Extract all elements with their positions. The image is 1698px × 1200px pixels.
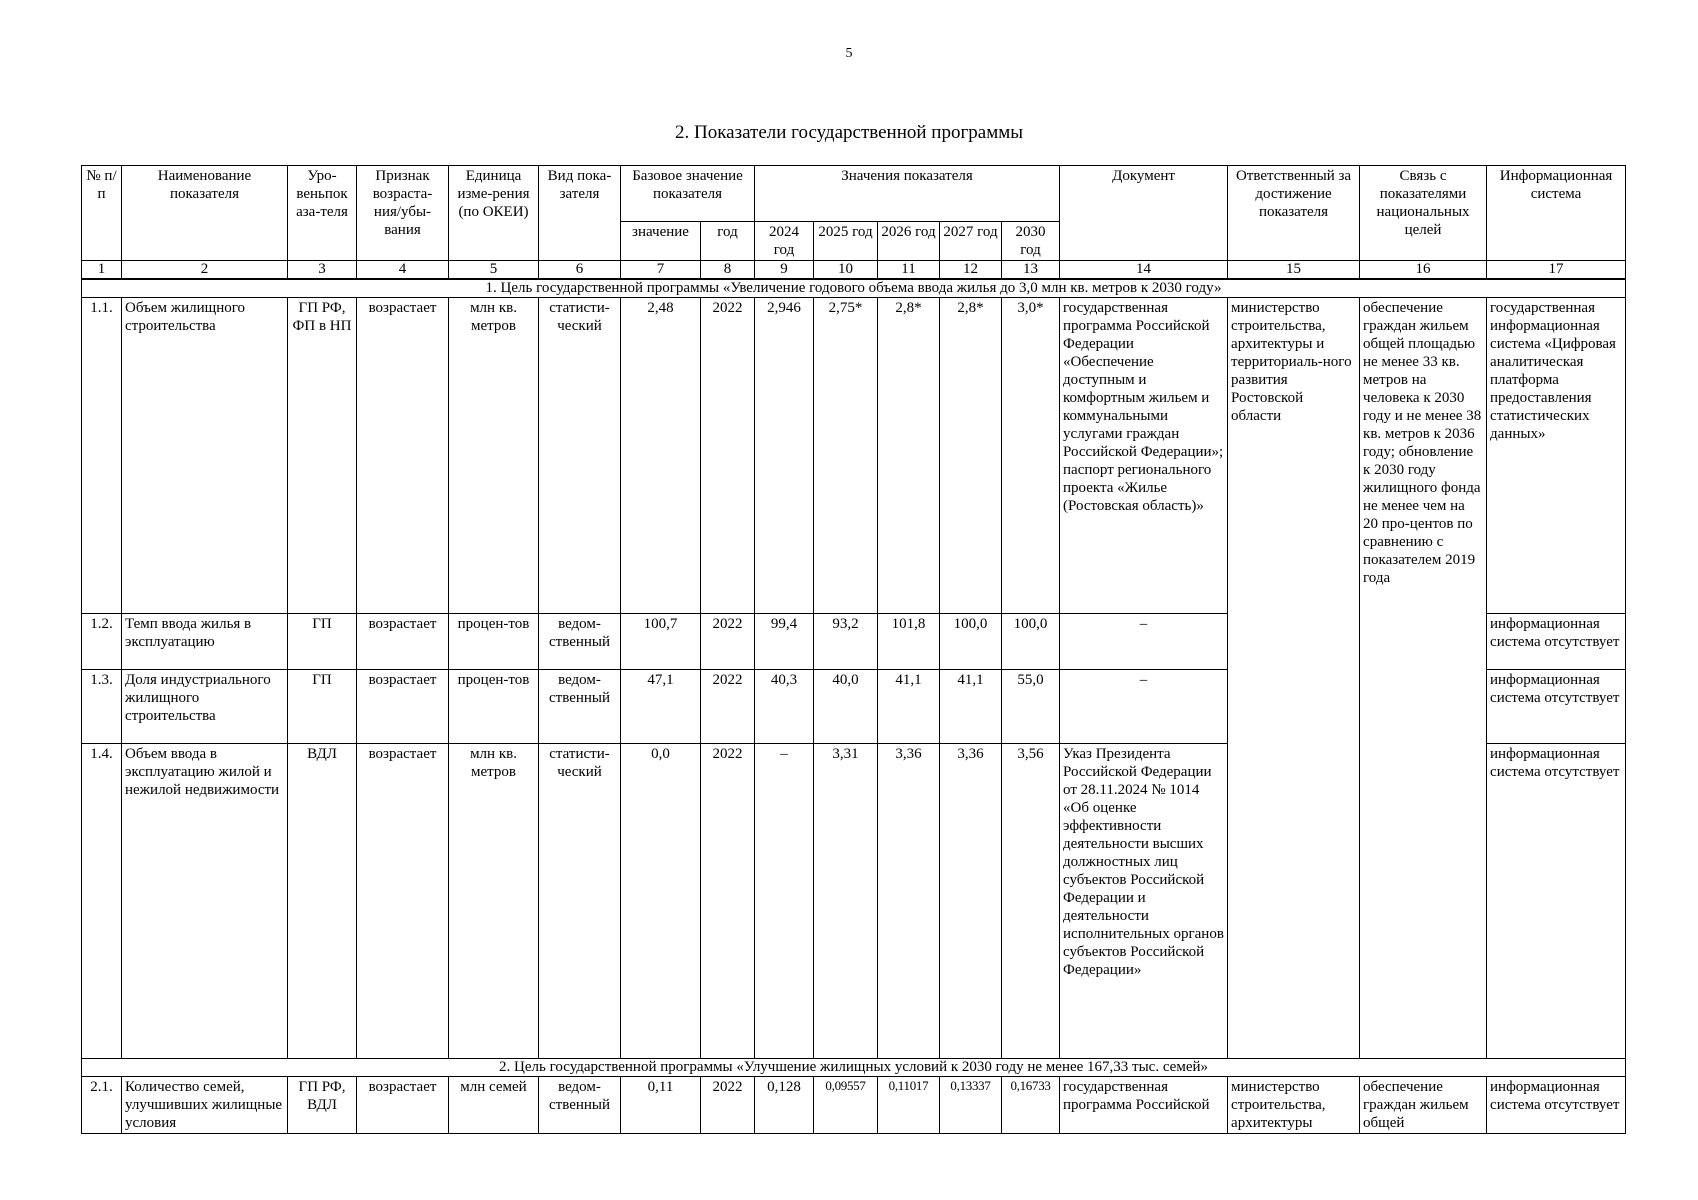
value-2025: 93,2 xyxy=(814,614,878,670)
indicators-table xyxy=(81,165,1626,1134)
indicator-level: ГП xyxy=(288,670,357,744)
value-2024: 99,4 xyxy=(755,614,814,670)
indicator-trend: возрастает xyxy=(357,614,449,670)
column-number: 3 xyxy=(288,261,357,280)
responsible: министерство строительства, архитектуры xyxy=(1228,1077,1360,1134)
table-row xyxy=(82,298,1626,614)
col-unit-header: Единица изме-рения (по ОКЕИ) xyxy=(449,166,539,261)
col-kind-header: Вид пока-зателя xyxy=(539,166,621,261)
value-2027: 100,0 xyxy=(940,614,1002,670)
goal-row xyxy=(82,279,1626,298)
value-2030: 0,16733 xyxy=(1002,1077,1060,1134)
indicator-level: ГП РФ, ВДЛ xyxy=(288,1077,357,1134)
info-system: информационная система отсутствует xyxy=(1487,670,1626,744)
column-number: 10 xyxy=(814,261,878,280)
year-header: 2030 год xyxy=(1002,222,1060,261)
indicator-name: Объем жилищного строительства xyxy=(122,298,288,614)
indicator-name: Темп ввода жилья в эксплуатацию xyxy=(122,614,288,670)
indicator-unit: процен-тов xyxy=(449,614,539,670)
document: Указ Президента Российской Федерации от 28.11.2024 № 1014 «Об оценке эффективности деятельности высших должностных лиц субъектов Российской Федерации и деятельности исполнительных органов субъектов Российской Федерации» xyxy=(1060,744,1228,1059)
base-value: 47,1 xyxy=(621,670,701,744)
column-number: 2 xyxy=(122,261,288,280)
national-goal-link: обеспечение граждан жильем общей xyxy=(1360,1077,1487,1134)
column-number: 17 xyxy=(1487,261,1626,280)
indicator-trend: возрастает xyxy=(357,1077,449,1134)
goal-row xyxy=(82,1059,1626,1077)
value-2027: 41,1 xyxy=(940,670,1002,744)
goal-1-text: 1. Цель государственной программы «Увеличение годового объема ввода жилья до 3,0 млн кв. метров к 2030 году» xyxy=(82,279,1626,298)
col-level-header: Уро-веньпок аза-теля xyxy=(288,166,357,261)
column-number: 13 xyxy=(1002,261,1060,280)
column-number: 12 xyxy=(940,261,1002,280)
national-goal-link: обеспечение граждан жильем общей площадью не менее 33 кв. метров на человека к 2030 году и не менее 38 кв. метров к 2036 году; обновление к 2030 году жилищного фонда не менее чем на 20 про-центов по сравнению с показателем 2019 года xyxy=(1360,298,1487,1059)
year-header: 2025 год xyxy=(814,222,878,261)
value-2025: 2,75* xyxy=(814,298,878,614)
indicator-unit: млн кв. метров xyxy=(449,298,539,614)
header-row xyxy=(82,166,1626,222)
indicator-name: Количество семей, улучшивших жилищные условия xyxy=(122,1077,288,1134)
column-number: 8 xyxy=(701,261,755,280)
indicator-trend: возрастает xyxy=(357,298,449,614)
goal-2-text: 2. Цель государственной программы «Улучшение жилищных условий к 2030 году не менее 167,33 тыс. семей» xyxy=(82,1059,1626,1077)
col-link-header: Связь с показателями национальных целей xyxy=(1360,166,1487,261)
responsible: министерство строительства, архитектуры и территориаль-ного развития Ростовской области xyxy=(1228,298,1360,1059)
base-value: 0,0 xyxy=(621,744,701,1059)
indicator-level: ГП xyxy=(288,614,357,670)
info-system: государственная информационная система «Цифровая аналитическая платформа предоставления статистических данных» xyxy=(1487,298,1626,614)
column-number: 7 xyxy=(621,261,701,280)
value-2026: 0,11017 xyxy=(878,1077,940,1134)
base-year-header: год xyxy=(701,222,755,261)
column-number: 14 xyxy=(1060,261,1228,280)
col-base-header: Базовое значение показателя xyxy=(621,166,755,222)
column-number: 4 xyxy=(357,261,449,280)
row-number: 1.1. xyxy=(82,298,122,614)
col-no-header: № п/п xyxy=(82,166,122,261)
value-2024: 2,946 xyxy=(755,298,814,614)
indicator-kind: статисти-ческий xyxy=(539,298,621,614)
value-2030: 3,56 xyxy=(1002,744,1060,1059)
indicator-kind: ведом-ственный xyxy=(539,1077,621,1134)
base-year: 2022 xyxy=(701,670,755,744)
column-number: 1 xyxy=(82,261,122,280)
value-2030: 100,0 xyxy=(1002,614,1060,670)
column-number: 9 xyxy=(755,261,814,280)
indicator-trend: возрастает xyxy=(357,670,449,744)
column-number: 5 xyxy=(449,261,539,280)
value-2024: – xyxy=(755,744,814,1059)
base-value: 0,11 xyxy=(621,1077,701,1134)
base-year: 2022 xyxy=(701,614,755,670)
document: государственная программа Российской Федерации «Обеспечение доступным и комфортным жильем и коммунальными услугами граждан Российской Федерации»; паспорт регионального проекта «Жилье (Ростовская область)» xyxy=(1060,298,1228,614)
value-2024: 0,128 xyxy=(755,1077,814,1134)
column-numbers-row xyxy=(82,261,1626,280)
base-value: 100,7 xyxy=(621,614,701,670)
indicator-name: Объем ввода в эксплуатацию жилой и нежилой недвижимости xyxy=(122,744,288,1059)
indicator-unit: млн семей xyxy=(449,1077,539,1134)
year-header: 2024 год xyxy=(755,222,814,261)
value-2025: 3,31 xyxy=(814,744,878,1059)
row-number: 1.3. xyxy=(82,670,122,744)
year-header: 2027 год xyxy=(940,222,1002,261)
indicator-level: ГП РФ, ФП в НП xyxy=(288,298,357,614)
indicator-trend: возрастает xyxy=(357,744,449,1059)
base-year: 2022 xyxy=(701,298,755,614)
value-2025: 0,09557 xyxy=(814,1077,878,1134)
value-2026: 41,1 xyxy=(878,670,940,744)
indicator-kind: ведом-ственный xyxy=(539,614,621,670)
info-system: информационная система отсутствует xyxy=(1487,1077,1626,1134)
document: – xyxy=(1060,670,1228,744)
indicator-unit: процен-тов xyxy=(449,670,539,744)
value-2024: 40,3 xyxy=(755,670,814,744)
indicator-kind: ведом-ственный xyxy=(539,670,621,744)
info-system: информационная система отсутствует xyxy=(1487,744,1626,1059)
column-number: 15 xyxy=(1228,261,1360,280)
base-year: 2022 xyxy=(701,744,755,1059)
value-2026: 3,36 xyxy=(878,744,940,1059)
value-2025: 40,0 xyxy=(814,670,878,744)
col-info-header: Информационная система xyxy=(1487,166,1626,261)
value-2027: 0,13337 xyxy=(940,1077,1002,1134)
value-2026: 101,8 xyxy=(878,614,940,670)
indicator-name: Доля индустриального жилищного строительства xyxy=(122,670,288,744)
col-name-header: Наименование показателя xyxy=(122,166,288,261)
column-number: 6 xyxy=(539,261,621,280)
value-2027: 3,36 xyxy=(940,744,1002,1059)
row-number: 2.1. xyxy=(82,1077,122,1134)
value-2027: 2,8* xyxy=(940,298,1002,614)
page-title: 2. Показатели государственной программы xyxy=(674,122,1024,143)
column-number: 11 xyxy=(878,261,940,280)
base-value-header: значение xyxy=(621,222,701,261)
indicator-unit: млн кв. метров xyxy=(449,744,539,1059)
column-number: 16 xyxy=(1360,261,1487,280)
value-2026: 2,8* xyxy=(878,298,940,614)
indicator-level: ВДЛ xyxy=(288,744,357,1059)
col-trend-header: Признак возраста-ния/убы-вания xyxy=(357,166,449,261)
col-resp-header: Ответственный за достижение показателя xyxy=(1228,166,1360,261)
document: – xyxy=(1060,614,1228,670)
row-number: 1.2. xyxy=(82,614,122,670)
value-2030: 55,0 xyxy=(1002,670,1060,744)
indicator-kind: статисти-ческий xyxy=(539,744,621,1059)
document: государственная программа Российской xyxy=(1060,1077,1228,1134)
base-year: 2022 xyxy=(701,1077,755,1134)
row-number: 1.4. xyxy=(82,744,122,1059)
year-header: 2026 год xyxy=(878,222,940,261)
info-system: информационная система отсутствует xyxy=(1487,614,1626,670)
base-value: 2,48 xyxy=(621,298,701,614)
value-2030: 3,0* xyxy=(1002,298,1060,614)
col-doc-header: Документ xyxy=(1060,166,1228,261)
page-number: 5 xyxy=(845,46,853,61)
col-values-header: Значения показателя xyxy=(755,166,1060,222)
table-row xyxy=(82,1077,1626,1134)
